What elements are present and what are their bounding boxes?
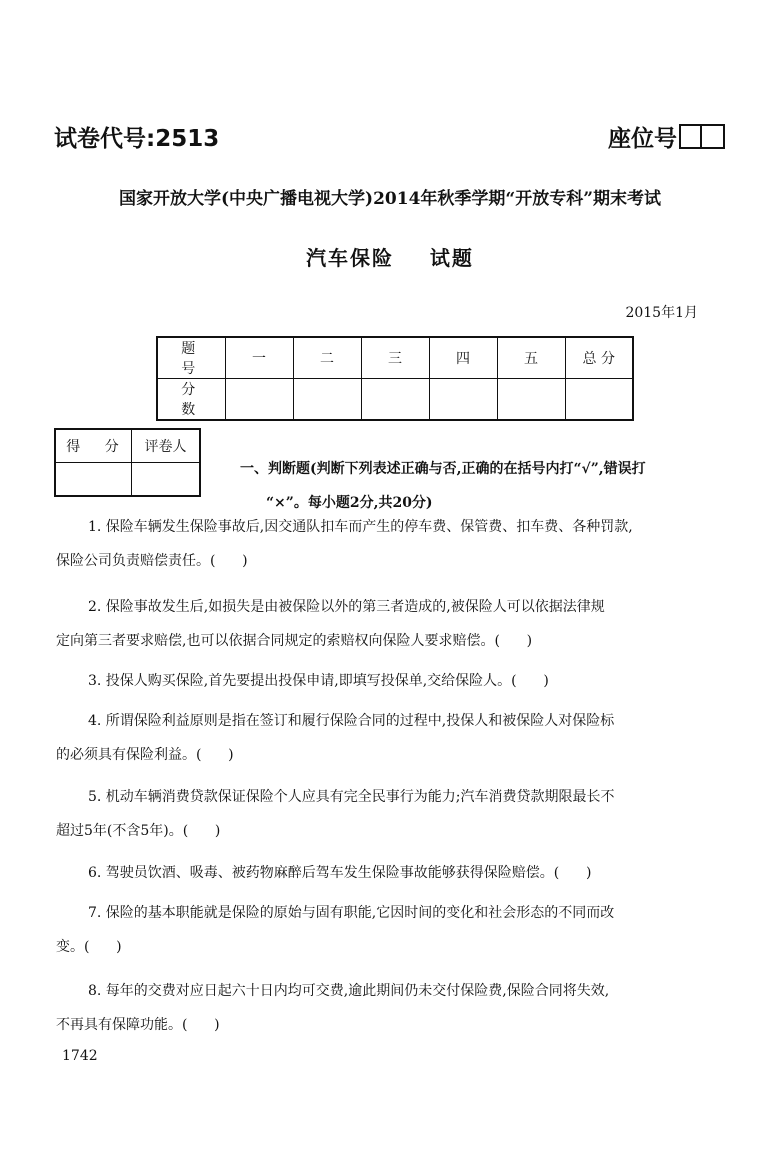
score-col-5: 五 [497,337,565,379]
seat-box-2 [702,124,725,149]
score-col-3: 三 [361,337,429,379]
question-7-line1: 7. 保险的基本职能就是保险的原始与固有职能,它因时间的变化和社会形态的不同而改 [88,905,615,921]
grader-name-cell [132,463,201,497]
section-1-heading-line1: 一、判断题(判断下列表述正确与否,正确的在括号内打“√”,错误打 [240,461,646,477]
grader-name-label: 评卷人 [132,429,201,463]
score-table [156,336,634,421]
score-cell-5 [497,379,565,421]
question-3 [56,664,732,698]
question-4 [56,704,732,772]
exam-subtitle: 汽车保险 试题 [306,246,474,270]
question-5-line2: 超过5年(不含5年)。( ) [56,823,221,839]
question-1 [56,510,732,578]
grader-score-label: 得 分 [55,429,132,463]
grader-score-cell [55,463,132,497]
score-col-total: 总 分 [565,337,633,379]
question-2-line2: 定向第三者要求赔偿,也可以依据合同规定的索赔权向保险人要求赔偿。( ) [56,633,533,649]
question-1-line2: 保险公司负责赔偿责任。( ) [56,553,248,569]
section-1-heading-line2: “×”。每小题2分,共20分) [266,495,433,511]
question-7 [56,896,732,964]
seat-box-1 [679,124,702,149]
exam-title: 国家开放大学(中央广播电视大学)2014年秋季学期“开放专科”期末考试 [119,189,661,209]
score-cell-1 [225,379,293,421]
score-table-row2-label: 分 数 [157,379,225,421]
question-8-line2: 不再具有保障功能。( ) [56,1017,220,1033]
question-6-line1: 6. 驾驶员饮酒、吸毒、被药物麻醉后驾车发生保险事故能够获得保险赔偿。( ) [88,865,592,881]
question-2-line1: 2. 保险事故发生后,如损失是由被保险以外的第三者造成的,被保险人可以依据法律规 [88,599,605,615]
question-8 [56,974,732,1042]
grader-table [54,428,201,497]
score-cell-3 [361,379,429,421]
question-3-line1: 3. 投保人购买保险,首先要提出投保申请,即填写投保单,交给保险人。( ) [88,673,549,689]
score-col-1: 一 [225,337,293,379]
exam-date: 2015年1月 [625,305,698,321]
question-7-line2: 变。( ) [56,939,122,955]
question-4-line1: 4. 所谓保险利益原则是指在签订和履行保险合同的过程中,投保人和被保险人对保险标 [88,713,615,729]
question-8-line1: 8. 每年的交费对应日起六十日内均可交费,逾此期间仍未交付保险费,保险合同将失效, [88,983,610,999]
score-cell-2 [293,379,361,421]
seat-boxes [679,124,725,149]
seat-label: 座位号 [608,126,677,152]
question-1-line1: 1. 保险车辆发生保险事故后,因交通队扣车而产生的停车费、保管费、扣车费、各种罚款, [88,519,633,535]
question-4-line2: 的必须具有保险利益。( ) [56,747,234,763]
score-col-2: 二 [293,337,361,379]
score-col-4: 四 [429,337,497,379]
score-table-header-row [157,337,633,379]
seat-number [608,120,725,153]
score-cell-total [565,379,633,421]
score-cell-4 [429,379,497,421]
question-2 [56,590,732,658]
page-number: 1742 [62,1048,98,1064]
question-5-line1: 5. 机动车辆消费贷款保证保险个人应具有完全民事行为能力;汽车消费贷款期限最长不 [88,789,615,805]
question-6 [56,856,732,890]
exam-code: 试卷代号:2513 [54,126,220,152]
score-table-row1-label: 题 号 [157,337,225,379]
score-table-value-row [157,379,633,421]
question-5 [56,780,732,848]
